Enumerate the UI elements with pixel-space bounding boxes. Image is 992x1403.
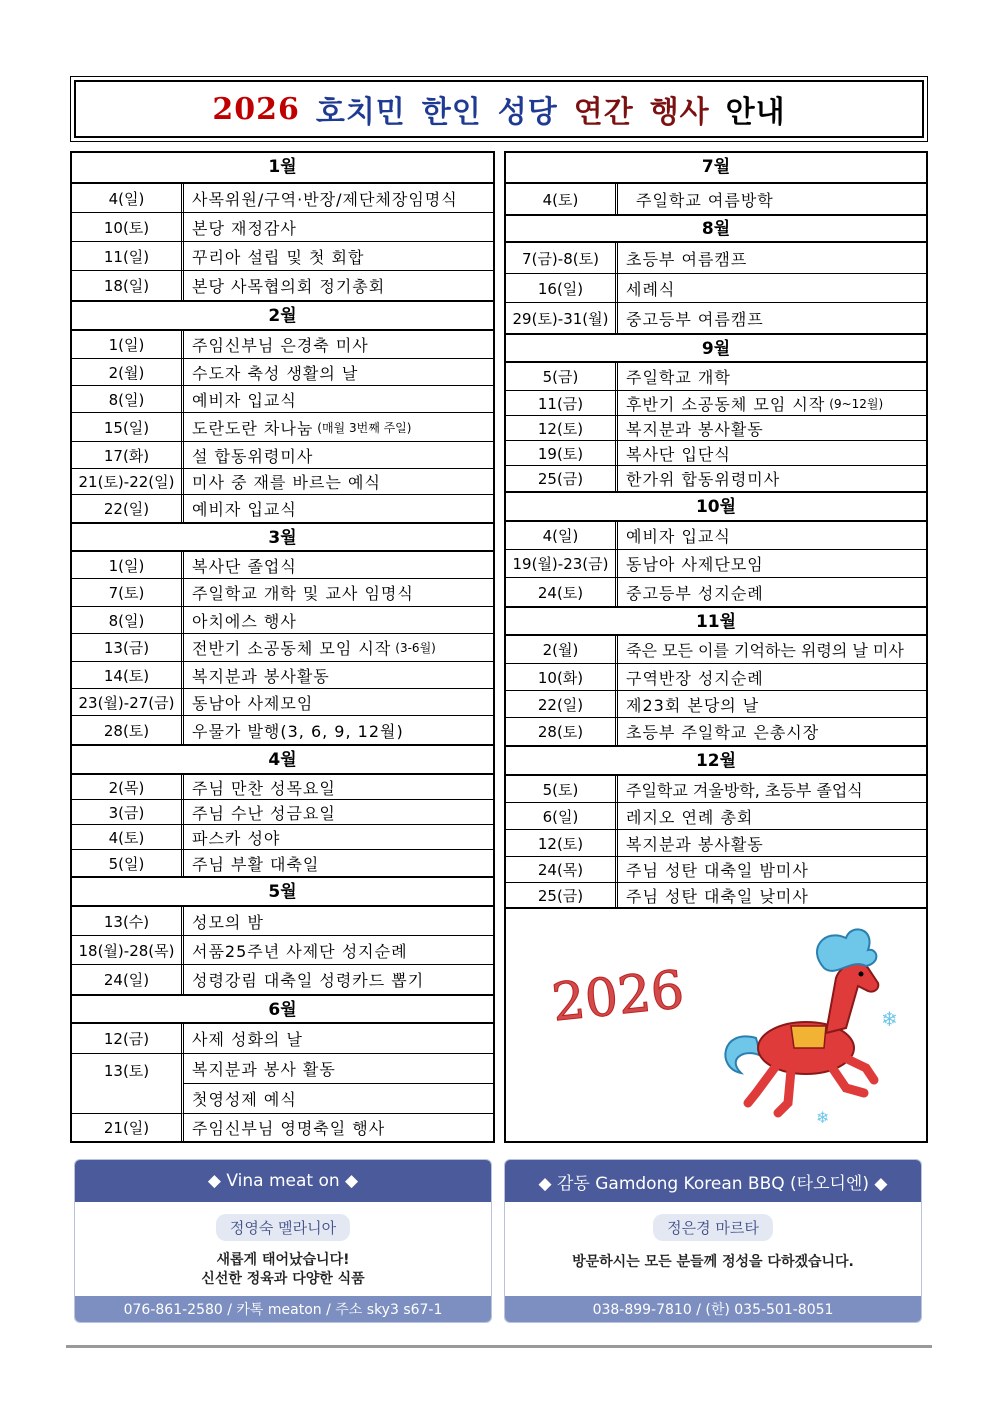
event-date: 5(금) [506,363,618,390]
event-date: 2(월) [72,359,184,385]
month-header-jul: 7월 [506,153,926,184]
event-date: 25(금) [506,883,618,907]
event-name: 복지분과 봉사활동 [626,419,764,439]
ad-contact: 038-899-7810 / (한) 035-501-8051 [505,1296,921,1322]
event-row [506,776,926,803]
title-word: 호치민 [315,95,406,130]
event-name: 죽은 모든 이를 기억하는 위령의 날 미사 [626,641,904,660]
horse-tail [725,1036,761,1073]
event-name: 주일학교 개학 및 교사 임명식 [192,584,414,603]
event-date: 21(일) [72,1114,184,1141]
event-date: 1(일) [72,331,184,358]
ad-line: 새롭게 태어났습니다! [216,1252,350,1268]
month-header-mar: 3월 [72,522,493,552]
event-name: 복지분과 봉사 활동 [192,1060,336,1079]
event-date: 24(일) [72,965,184,994]
ad-gamdong-bbq [504,1159,922,1323]
event-name-text: 전반기 소공동체 모임 시작 [192,639,392,658]
event-name: 세례식 [626,279,676,299]
event-date: 10(화) [506,664,618,690]
event-row [72,359,493,386]
event-name-text: 도란도란 차나눔 [192,418,314,438]
month-header-nov: 11월 [506,606,926,636]
schedule-left-column [70,151,495,1143]
event-name: 성령강림 대축일 성령카드 뽑기 [192,971,425,990]
event-name: 예비자 입교식 [626,527,731,546]
ad-vina-meat-on [74,1159,492,1323]
event-row [72,469,493,495]
event-date: 22(일) [72,495,184,522]
event-row [506,550,926,578]
event-date: 25(금) [506,466,618,491]
event-name: 주임신부님 은경축 미사 [192,336,369,355]
ad-title: ◆ Vina meat on ◆ [75,1160,491,1202]
event-name: 복사단 졸업식 [192,556,297,576]
event-row [506,391,926,416]
event-date: 14(토) [72,662,184,688]
event-note: (3-6월) [395,641,436,655]
event-row [72,213,493,242]
event-name: 주님 부활 대축일 [192,854,320,874]
title-word: 한인 [421,95,482,130]
event-name-text: 후반기 소공동체 모임 시작 [626,394,826,414]
event-date: 12(금) [72,1024,184,1053]
event-row [506,416,926,441]
event-row [506,466,926,491]
event-row [506,830,926,857]
event-row [506,578,926,606]
ad-contact: 076-861-2580 / 카톡 meaton / 주소 sky3 s67-1 [75,1296,491,1322]
horse-mane [817,929,876,970]
schedule-right-column [504,151,928,1143]
event-date: 8(일) [72,386,184,412]
event-name: 파스카 성야 [192,828,281,848]
event-name: 사제 성화의 날 [192,1030,303,1049]
event-date: 24(토) [506,578,618,606]
event-date: 19(월)-23(금) [506,550,618,577]
event-date: 28(토) [72,716,184,744]
event-name: 설 합동위령미사 [192,446,314,466]
event-name: 본당 재정감사 [192,218,297,238]
event-name: 복지분과 봉사활동 [192,666,330,686]
event-name: 제23회 본당의 날 [626,695,760,715]
event-date: 17(화) [72,442,184,468]
month-header-apr: 4월 [72,744,493,775]
event-row [72,552,493,579]
event-name: 주님 성탄 대축일 낮미사 [626,886,809,906]
event-name: 아치에스 행사 [192,611,297,631]
event-row [72,271,493,300]
snowflake-icon: ❄ [816,1108,830,1127]
event-row [184,1084,493,1114]
event-row [72,386,493,413]
event-row [506,274,926,303]
event-name: 한가위 합동위령미사 [626,470,781,489]
event-row [72,579,493,607]
event-row [506,718,926,745]
event-date: 19(토) [506,441,618,465]
month-header-oct: 10월 [506,491,926,522]
event-name: 주님 만찬 성목요일 [192,778,336,798]
horse-saddle [791,1026,826,1048]
event-name: 초등부 주일학교 은총시장 [626,723,820,742]
ad-title: ◆ 감동 Gamdong Korean BBQ (타오디엔) ◆ [505,1160,921,1202]
event-row [506,184,926,214]
snowflake-icon: ❄ [881,1007,898,1031]
horse-leg [748,1066,776,1103]
event-row [506,363,926,391]
month-header-aug: 8월 [506,214,926,243]
event-name [192,413,491,441]
event-row [506,303,926,333]
event-name: 중고등부 성지순례 [626,583,764,603]
event-date: 18(월)-28(목) [72,936,184,964]
event-row [72,850,493,876]
event-name: 예비자 입교식 [192,500,297,519]
event-row [72,936,493,965]
event-row [506,243,926,274]
event-date: 7(금)-8(토) [506,243,618,273]
event-date: 5(일) [72,850,184,876]
event-date: 6(일) [506,803,618,829]
event-name [626,391,924,415]
event-date: 13(수) [72,907,184,935]
event-date: 23(월)-27(금) [72,689,184,715]
event-date: 4(토) [506,184,618,214]
title-word: 행사 [649,95,710,130]
title-word: 연간 [573,95,634,130]
event-row [72,442,493,469]
event-row [72,1024,493,1054]
horse-leg [831,1066,864,1093]
event-row [72,242,493,271]
event-name: 주임신부님 영명축일 행사 [192,1119,386,1138]
event-name [192,634,491,661]
event-row [72,689,493,716]
month-header-jun: 6월 [72,994,493,1024]
event-date: 2(목) [72,775,184,799]
event-name: 주님 수난 성금요일 [192,803,336,823]
event-row [72,907,493,936]
event-name: 동남아 사제단모임 [626,555,764,574]
event-row [506,691,926,718]
event-row [506,522,926,550]
event-date: 3(금) [72,800,184,824]
event-name: 복지분과 봉사활동 [626,834,764,854]
event-name: 성모의 밤 [192,912,264,932]
horse-leg [841,1056,874,1080]
event-name: 주일학교 개학 [626,368,731,387]
ad-owner-name: 정영숙 멜라니아 [216,1214,350,1241]
month-header-dec: 12월 [506,745,926,776]
horse-illustration [506,908,926,1140]
event-date: 4(일) [506,522,618,549]
event-row [72,775,493,800]
horse-leg [778,1070,791,1113]
event-date: 2(월) [506,636,618,663]
event-row [506,803,926,830]
event-name: 서품25주년 사제단 성지순례 [192,941,408,961]
event-name: 주일학교 여름방학 [636,190,774,210]
event-row [72,825,493,850]
event-date: 4(토) [72,825,184,849]
event-name: 레지오 연례 총회 [626,807,754,827]
event-note: (매월 3번째 주일) [317,420,412,435]
event-row [184,1054,493,1084]
event-note: (9~12월) [829,396,884,411]
event-date: 13(금) [72,634,184,661]
event-date: 16(일) [506,274,618,302]
event-row [506,857,926,883]
event-date: 24(목) [506,857,618,882]
event-row [72,184,493,213]
event-date: 15(일) [72,413,184,441]
ad-line: 방문하시는 모든 분들께 정성을 다하겠습니다. [572,1254,854,1270]
event-name: 동남아 사제모임 [192,693,314,713]
ad-owner-name: 정은경 마르타 [653,1214,773,1241]
event-date: 4(일) [72,184,184,212]
event-date: 21(토)-22(일) [72,469,184,494]
event-date: 22(일) [506,691,618,717]
month-header-may: 5월 [72,876,493,907]
horse-head [826,963,878,1033]
event-name: 사목위원/구역·반장/제단체장임명식 [192,189,458,209]
event-row [72,800,493,825]
month-header-jan: 1월 [72,153,493,184]
event-name: 주일학교 겨울방학, 초등부 졸업식 [626,780,863,800]
event-row [506,664,926,691]
event-name: 우물가 발행(3, 6, 9, 12월) [192,721,404,741]
event-row [506,441,926,466]
event-name: 꾸리아 설립 및 첫 회합 [192,247,365,267]
event-row [72,662,493,689]
event-name: 본당 사목협의회 정기총회 [192,277,386,296]
event-name: 수도자 축성 생활의 날 [192,363,359,383]
title-word: 안내 [725,95,786,130]
month-header-sep: 9월 [506,333,926,363]
event-date: 11(금) [506,391,618,415]
horse-eye [859,972,864,977]
event-name: 첫영성제 예식 [192,1090,297,1109]
event-name: 미사 중 재를 바르는 예식 [192,473,381,492]
event-name: 주님 성탄 대축일 밤미사 [626,861,809,880]
event-row [72,331,493,359]
event-date: 7(토) [72,579,184,606]
event-date: 10(토) [72,213,184,241]
event-row [72,607,493,634]
event-date: 28(토) [506,718,618,745]
event-date: 13(토) [72,1054,184,1114]
event-date: 12(토) [506,416,618,440]
title-box [70,76,928,142]
bottom-divider [66,1345,932,1348]
page-title [74,80,924,138]
ad-line: 신선한 정육과 다양한 식품 [201,1271,365,1287]
event-row [72,634,493,662]
event-date: 1(일) [72,552,184,578]
event-row [72,965,493,994]
event-row [72,1114,493,1141]
event-name: 예비자 입교식 [192,390,297,410]
event-name: 구역반장 성지순례 [626,668,764,688]
event-name: 복사단 입단식 [626,444,731,464]
event-date: 5(토) [506,776,618,802]
event-date: 29(토)-31(월) [506,303,618,333]
title-year: 2026 [212,91,300,127]
event-date: 18(일) [72,271,184,300]
event-name: 초등부 여름캠프 [626,249,748,269]
event-row [72,413,493,442]
event-name: 중고등부 여름캠프 [626,309,764,329]
event-row [72,716,493,744]
title-word: 성당 [497,95,558,130]
event-date: 12(토) [506,830,618,856]
new-year-decoration [506,908,926,1141]
event-row [506,636,926,664]
event-row [72,495,493,522]
deco-year: 2026 [549,960,687,1034]
event-date: 11(일) [72,242,184,270]
event-date: 8(일) [72,607,184,633]
event-row [506,883,926,909]
month-header-feb: 2월 [72,300,493,331]
